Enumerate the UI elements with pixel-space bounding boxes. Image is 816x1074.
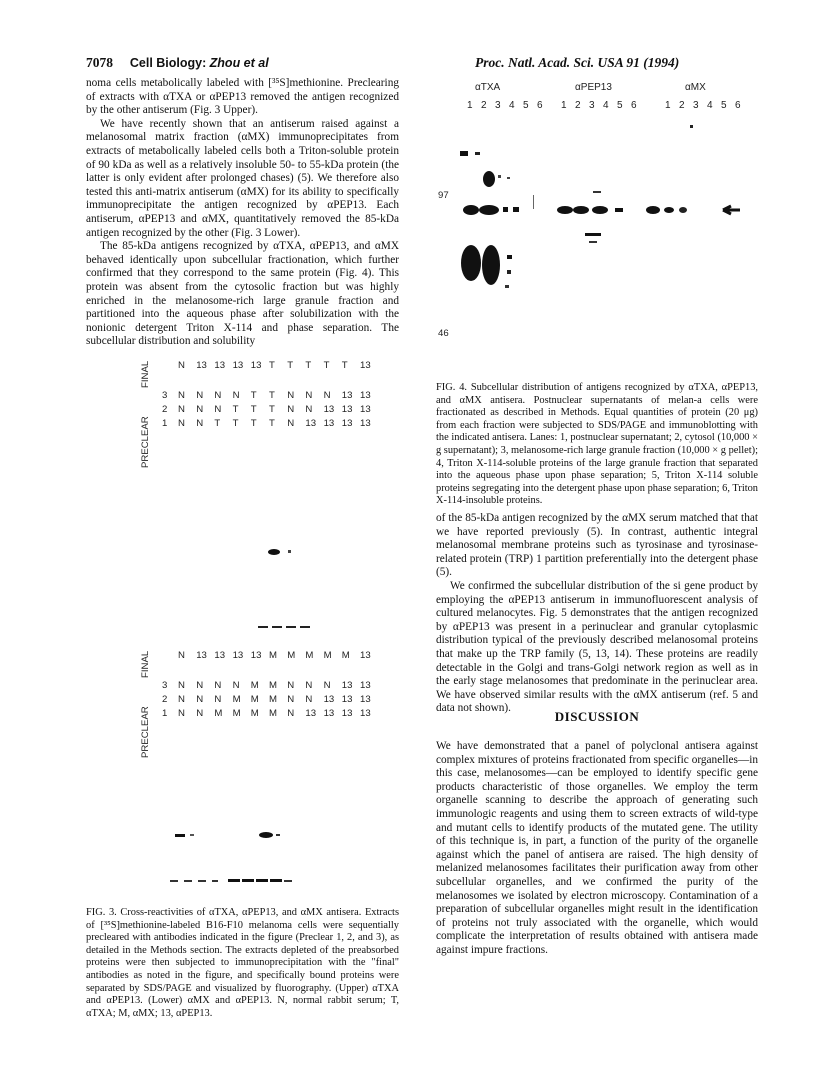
gel-band [175, 834, 185, 837]
preclear-cell: 13 [341, 708, 353, 719]
page-header-left [86, 55, 269, 71]
final-cell: 13 [232, 360, 244, 371]
gel-band [228, 879, 240, 882]
discussion-heading: DISCUSSION [554, 709, 640, 724]
lane-number: 4 [603, 100, 609, 111]
fig4-caption: FIG. 4. Subcellular distribution of antigens recognized by αTXA, αPEP13, and αMX antisera. Postnuclear supernatants of melan-a cells were fractionated as described in Methods. Equal quantities of protein (20 μg) from each fraction were subjected to SDS/PAGE and immunoblotting with the indicated antisera. Lanes: 1, postnuclear supernatant; 2, cytosol (10,000 × g supernatant); 3, melanosome-rich large granule fraction (10,000 × g pellet); 4, Triton X-114-soluble proteins of the large granule fraction that separated into the aqueous phase upon phase separation; 5, Triton X-114 soluble proteins segregating into the detergent phase upon phase separation; 6, Triton X-114-insoluble proteins. [436, 382, 758, 507]
preclear-cell: T [269, 390, 275, 401]
preclear-cell: 13 [341, 418, 353, 429]
gel-band [498, 175, 501, 178]
preclear-cell: N [214, 694, 222, 705]
antiserum-label: αPEP13 [575, 82, 612, 93]
gel-band [463, 205, 479, 215]
final-cell: M [323, 650, 332, 661]
preclear-cell: N [214, 390, 222, 401]
final-cell: 13 [360, 650, 371, 661]
gel-band [507, 255, 512, 259]
preclear-cell: 13 [341, 680, 353, 691]
lane-number: 6 [631, 100, 637, 111]
final-cell: M [341, 650, 350, 661]
page-number: 7078 [86, 55, 113, 70]
antiserum-label: αMX [685, 82, 706, 93]
fig4-marker-97: 97 [438, 190, 449, 201]
lane-number: 3 [589, 100, 595, 111]
arrow-icon [723, 206, 740, 214]
preclear-cell: M [250, 694, 259, 705]
gel-band [276, 834, 280, 836]
gel-band [615, 208, 623, 212]
gel-band [646, 206, 660, 214]
gel-band [589, 241, 597, 243]
gel-band [170, 880, 178, 882]
preclear-cell: N [196, 404, 204, 415]
gel-band [190, 834, 194, 836]
gel-band [679, 207, 687, 213]
preclear-cell: N [305, 694, 313, 705]
gel-band [272, 626, 282, 628]
preclear-cell: M [269, 680, 277, 691]
lane-number: 5 [523, 100, 529, 111]
preclear-cell: M [269, 708, 277, 719]
preclear-row-number: 2 [162, 694, 168, 705]
preclear-cell: N [323, 680, 331, 691]
lane-number: 1 [467, 100, 473, 111]
gel-band [507, 270, 511, 274]
gel-band [460, 151, 468, 156]
preclear-cell: N [232, 680, 240, 691]
preclear-cell: N [196, 708, 204, 719]
preclear-cell: T [232, 418, 239, 429]
preclear-cell: 13 [341, 404, 353, 415]
preclear-cell: 13 [305, 418, 317, 429]
gel-band [256, 879, 268, 882]
preclear-cell: N [178, 680, 185, 691]
preclear-cell: 13 [360, 680, 371, 691]
authors: Zhou et al [209, 56, 269, 70]
preclear-cell: N [287, 694, 295, 705]
final-cell: 13 [250, 650, 262, 661]
preclear-cell: T [269, 418, 275, 429]
gel-band [557, 206, 573, 214]
preclear-cell: N [178, 694, 185, 705]
lane-number: 6 [735, 100, 741, 111]
gel-band [513, 207, 519, 212]
preclear-cell: N [178, 390, 185, 401]
preclear-cell: N [178, 418, 185, 429]
preclear-cell: N [196, 680, 204, 691]
lane-number: 2 [679, 100, 685, 111]
fig3-lower-table [140, 650, 400, 760]
preclear-cell: N [287, 708, 295, 719]
preclear-cell: T [214, 418, 221, 429]
lane-number: 2 [575, 100, 581, 111]
gel-band [507, 177, 510, 179]
preclear-cell: T [250, 418, 257, 429]
preclear-cell: N [214, 404, 222, 415]
final-cell: M [305, 650, 314, 661]
final-cell: T [323, 360, 330, 371]
gel-band [461, 245, 481, 281]
final-cell: 13 [232, 650, 244, 661]
preclear-cell: M [269, 694, 277, 705]
paragraph: The 85-kDa antigens recognized by αTXA, αPEP13, and αMX behaved identically upon subcellular fractionation, which further confirmed that they correspond to the same protein (Fig. 4). This protein was absent from the cytosolic fraction but was highly enriched in the melanosome-rich large granule fraction and partitioned into the aqueous phase after solubilization with the nonionic detergent Triton X-114 and phase separation. The subcellular distribution and solubility [86, 240, 399, 348]
preclear-row-number: 2 [162, 404, 168, 415]
preclear-cell: N [305, 680, 313, 691]
preclear-cell: N [178, 708, 185, 719]
fig3-caption: FIG. 3. Cross-reactivities of αTXA, αPEP13, and αMX antisera. Extracts of [³⁵S]methionine-labeled B16-F10 melanoma cells were sequentially precleared with antibodies indicated in the figure (Preclear 1, 2, and 3), as detailed in the Methods section. The extracts depleted of the preabsorbed proteins were then subjected to immunoprecipitation with the "final" antibodies as noted in the figure, and specifically bound proteins were separated by SDS/PAGE and visualized by fluorography. (Upper) αTXA and αPEP13. (Lower) αMX and αPEP13. N, normal rabbit serum; T, αTXA; M, αMX; 13, αPEP13. [86, 907, 399, 1019]
final-cell: N [178, 650, 185, 661]
fig3-upper-gel [170, 540, 400, 640]
preclear-cell: M [232, 708, 241, 719]
preclear-cell: N [287, 680, 295, 691]
final-label: FINAL [140, 650, 151, 678]
gel-band [573, 206, 589, 214]
paragraph: We confirmed the subcellular distribution of the si gene product by employing the αPEP13 antiserum in immunofluorescent analysis of cultured melanocytes. Fig. 5 demonstrates that the antigen recognized by αPEP13 was present in a perinuclear and granular cytoplasmic distribution typical of the previously described melanosomal proteins that make up the TRP family (5, 13, 14). These proteins are readily detectable in the Golgi and trans-Golgi network region as well as in the early stage melanosomes that predominate in the perinuclear area. We have observed similar results with the αMX antiserum (ref. 5 and data not shown). [436, 579, 758, 715]
final-cell: 13 [196, 650, 207, 661]
antiserum-label: αTXA [475, 82, 501, 93]
preclear-cell: 13 [360, 404, 371, 415]
preclear-cell: 13 [305, 708, 317, 719]
preclear-row-number: 3 [162, 680, 168, 691]
gel-band [475, 152, 480, 155]
preclear-cell: 13 [323, 694, 335, 705]
right-column-text [436, 512, 758, 716]
preclear-cell: 13 [323, 708, 335, 719]
preclear-cell: N [287, 404, 295, 415]
final-cell: 13 [250, 360, 262, 371]
final-label: FINAL [140, 360, 151, 388]
preclear-cell: M [214, 708, 223, 719]
gel-band [259, 832, 273, 838]
gel-band [212, 880, 218, 882]
final-cell: T [287, 360, 294, 371]
preclear-cell: N [232, 390, 240, 401]
preclear-cell: T [250, 404, 257, 415]
journal-citation: Proc. Natl. Acad. Sci. USA 91 (1994) [475, 55, 680, 70]
gel-band [300, 626, 310, 628]
final-cell: T [269, 360, 275, 371]
lane-number: 5 [617, 100, 623, 111]
gel-band [664, 207, 674, 213]
lane-number: 6 [537, 100, 543, 111]
final-cell: 13 [214, 360, 226, 371]
preclear-label: PRECLEAR [140, 706, 151, 758]
gel-band [585, 233, 601, 236]
section-label: Cell Biology: [129, 56, 207, 70]
preclear-cell: N [196, 390, 204, 401]
preclear-cell: M [250, 680, 259, 691]
paragraph: We have demonstrated that a panel of polyclonal antisera against complex mixtures of proteins fractionated from specific organelles—in this case, melanosomes—can be employed to identify specific gene products characteristic of those organelles. We employ the term organelle scanning to describe the approach of generating such immunologic reagents and using them to screen extracts of wild-type and mutant cells to identify products of the mutated gene. The utility of this technique is, in part, a function of the purity of the organelle against which the panel of antisera are raised. The high density of melanized melanosomes facilitates their purification away from other subcellular organelles, and we confirmed the purity of the melanosomes we isolated by electron microscopy. Contamination of a preparation of subcellular organelles might result in the identification of proteins not truly associated with the organelle, which would complicate the interpretation of results obtained with antisera made against impure fractions. [436, 740, 758, 956]
paragraph: We have recently shown that an antiserum raised against a melanosomal matrix fraction (αMX) immunoprecipitates from extracts of metabolically labeled cells both a Triton-soluble protein of 90 kDa as well as a relatively insoluble 50- to 55-kDa protein (the latter is only evident after prolonged chases) (5). We therefore also tested this anti-matrix antiserum (αMX) for its ability to specifically immunoprecipitate the antigen recognized by αPEP13. Each antiserum, αPEP13 and αMX, quantitatively removed the 85-kDa antigen recognized by the other (Fig. 3 Lower). [86, 117, 399, 239]
preclear-cell: T [269, 404, 275, 415]
preclear-cell: T [232, 404, 239, 415]
gel-band [198, 880, 206, 882]
gel-band [184, 880, 192, 882]
preclear-cell: 13 [341, 390, 353, 401]
gel-band [503, 207, 508, 212]
gel-band [479, 205, 499, 215]
preclear-cell: 13 [323, 418, 335, 429]
gel-band [592, 206, 608, 214]
lane-number: 1 [665, 100, 671, 111]
preclear-cell: N [323, 390, 331, 401]
preclear-cell: N [214, 680, 222, 691]
final-cell: N [178, 360, 185, 371]
gel-band [482, 245, 500, 285]
lane-number: 2 [481, 100, 487, 111]
gel-band [258, 626, 268, 628]
preclear-cell: N [287, 390, 295, 401]
paragraph: of the 85-kDa antigen recognized by the αMX serum matched that that we have reported previously (5). In contrast, authentic integral melanosomal membrane proteins such as tyrosinase and tyrosinase-related protein (TRP) 1 partition preferentially into the detergent phase (5). [436, 512, 758, 579]
lane-number: 1 [561, 100, 567, 111]
lane-number: 5 [721, 100, 727, 111]
preclear-cell: 13 [323, 404, 335, 415]
preclear-cell: N [305, 404, 313, 415]
fig4-marker-46: 46 [438, 328, 449, 339]
gel-band [505, 285, 509, 288]
lane-number: 3 [495, 100, 501, 111]
preclear-cell: 13 [360, 418, 371, 429]
preclear-cell: 13 [360, 390, 371, 401]
preclear-cell: N [196, 694, 204, 705]
preclear-cell: M [250, 708, 259, 719]
gel-band [268, 549, 280, 555]
final-cell: 13 [360, 360, 371, 371]
paragraph: noma cells metabolically labeled with [³⁵S]methionine. Preclearing of extracts with αTXA or αPEP13 removed the antigen recognized by the other antiserum (Fig. 3 Upper). [86, 77, 399, 117]
preclear-cell: 13 [341, 694, 353, 705]
fig4-gel [455, 115, 755, 330]
preclear-cell: N [178, 404, 185, 415]
preclear-row-number: 1 [162, 708, 168, 719]
fig3-lower-gel [170, 820, 400, 890]
preclear-cell: T [250, 390, 257, 401]
gel-band [690, 125, 693, 128]
final-cell: T [305, 360, 312, 371]
final-cell: M [269, 650, 277, 661]
gel-band [270, 879, 282, 882]
gel-band [242, 879, 254, 882]
preclear-row-number: 1 [162, 418, 168, 429]
preclear-cell: 13 [360, 694, 371, 705]
final-cell: M [287, 650, 296, 661]
preclear-cell: N [287, 418, 295, 429]
left-column-text [86, 77, 399, 349]
fig3-upper-table [140, 360, 400, 470]
gel-band [593, 191, 601, 193]
gel-band [286, 626, 296, 628]
gel-band [533, 195, 534, 209]
lane-number: 4 [707, 100, 713, 111]
final-cell: T [341, 360, 348, 371]
discussion-text [436, 740, 758, 958]
preclear-cell: N [305, 390, 313, 401]
gel-band [288, 550, 291, 553]
preclear-label: PRECLEAR [140, 416, 151, 468]
final-cell: 13 [196, 360, 207, 371]
preclear-cell: 13 [360, 708, 371, 719]
preclear-cell: N [196, 418, 204, 429]
gel-band [483, 171, 495, 187]
gel-band [284, 880, 292, 882]
preclear-cell: M [232, 694, 241, 705]
preclear-row-number: 3 [162, 390, 168, 401]
lane-number: 4 [509, 100, 515, 111]
lane-number: 3 [693, 100, 699, 111]
final-cell: 13 [214, 650, 226, 661]
